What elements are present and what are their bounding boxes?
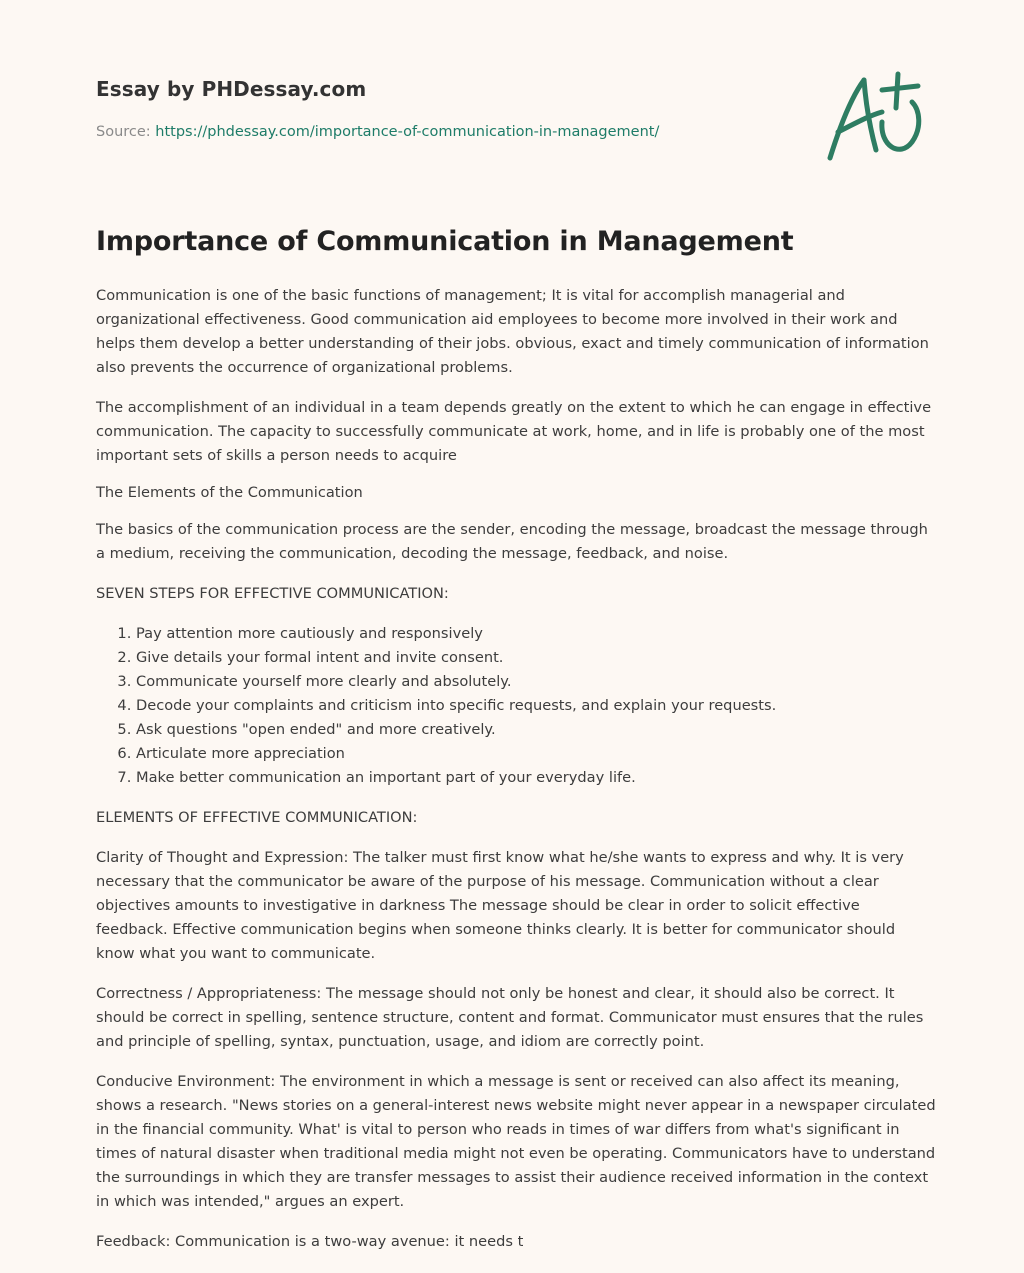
list-item: 7. Make better communication an important part of your everyday life.	[136, 766, 936, 790]
paragraph-correctness: Correctness / Appropriateness: The message should not only be honest and clear, it should also be correct. It should be correct in spelling, sentence structure, content and format. Communicator must ensures that the rules and principle of spelling, syntax, punctuation, usage, and idiom are correctly point.	[96, 985, 924, 1050]
elements-heading: The Elements of the Communication	[96, 484, 363, 501]
paragraph-basics: The basics of the communication process are the sender, encoding the message, broadcast the message through a medium, receiving the communication, decoding the message, feedback, and noise.	[96, 521, 928, 562]
source-link[interactable]: https://phdessay.com/importance-of-communication-in-management/	[155, 124, 660, 140]
paragraph-environment: Conducive Environment: The environment in which a message is sent or received can also affect its meaning, shows a research. "News stories on a general-interest news website might never appear in a newspaper circulated in the financial community. What' is vital to person who reads in times of war differs from what's significant in times of natural disaster when traditional media might not even be operating. Communicators have to understand the surroundings in which they are transfer messages to assist their audience received information in the context in which was intended," argues an expert.	[96, 1073, 936, 1210]
site-brand: Essay by PHDessay.com	[96, 77, 367, 101]
paragraph-clarity: Clarity of Thought and Expression: The talker must first know what he/she wants to express and why. It is very necessary that the communicator be aware of the purpose of his message. Communication without a clear objectives amounts to investigative in darkness The message should be clear in order to solicit effective feedback. Effective communication begins when someone thinks clearly. It is better for communicator should know what you want to communicate.	[96, 849, 904, 962]
paragraph-team: The accomplishment of an individual in a team depends greatly on the extent to which he can engage in effective communication. The capacity to successfully communicate at work, home, and in life is probably one of the most important sets of skills a person needs to acquire	[96, 399, 932, 464]
steps-heading: SEVEN STEPS FOR EFFECTIVE COMMUNICATION:	[96, 585, 449, 602]
essay-title: Importance of Communication in Management	[96, 226, 794, 257]
list-item: 1. Pay attention more cautiously and responsively	[136, 622, 936, 646]
list-item: 5. Ask questions "open ended" and more creatively.	[136, 718, 936, 742]
effective-heading: ELEMENTS OF EFFECTIVE COMMUNICATION:	[96, 809, 418, 826]
list-item: 6. Articulate more appreciation	[136, 742, 936, 766]
paragraph-intro: Communication is one of the basic functions of management; It is vital for accomplish managerial and organizational effectiveness. Good communication aid employees to become more involved in their work and helps them develop a better understanding of their jobs. obvious, exact and timely communication of information also prevents the occurrence of organizational problems.	[96, 287, 929, 376]
list-item: 2. Give details your formal intent and invite consent.	[136, 646, 936, 670]
paragraph-feedback: Feedback: Communication is a two-way avenue: it needs t	[96, 1233, 524, 1250]
steps-list	[96, 622, 936, 790]
source-line	[96, 124, 659, 140]
source-label: Source:	[96, 124, 156, 140]
a-plus-grade-icon	[820, 66, 930, 166]
list-item: 3. Communicate yourself more clearly and absolutely.	[136, 670, 936, 694]
list-item: 4. Decode your complaints and criticism into specific requests, and explain your requests.	[136, 694, 936, 718]
essay-body	[96, 284, 936, 1270]
